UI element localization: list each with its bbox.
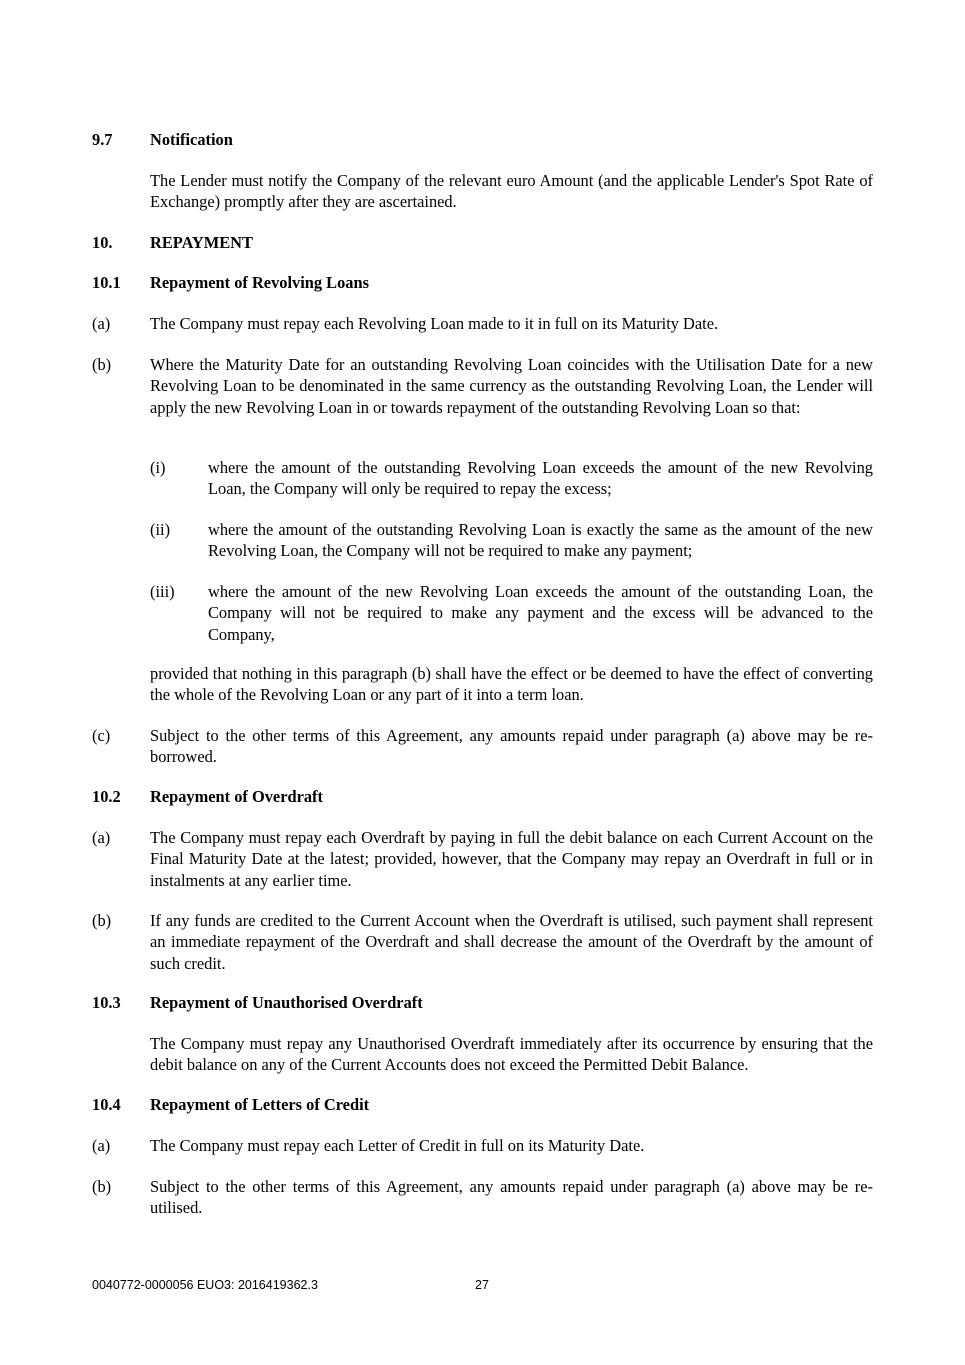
clause-10-2-a-text: The Company must repay each Overdraft by paying in full the debit balance on each Current Account on the Final Maturity Date at the latest; provided, however, that the Company may repay an Overdraft in full or in instalments at any earlier time. bbox=[150, 828, 873, 890]
clause-10-1-a-text: The Company must repay each Revolving Loan made to it in full on its Maturity Date. bbox=[150, 314, 719, 333]
section-10-4-number: 10.4 bbox=[92, 1095, 121, 1114]
section-10-4-title: Repayment of Letters of Credit bbox=[150, 1095, 370, 1114]
clause-10-1-c-label: (c) bbox=[92, 726, 111, 745]
clause-10-1-b-iii-text: where the amount of the new Revolving Loan exceeds the amount of the outstanding Loan, the Company will not be required to make any payment and the excess will be advanced to the Company, bbox=[208, 582, 873, 644]
section-10-1-number: 10.1 bbox=[92, 273, 121, 292]
section-9-7-number: 9.7 bbox=[92, 130, 113, 149]
clause-10-1-b-proviso: provided that nothing in this paragraph (b) shall have the effect or be deemed to have the effect of converting the whole of the Revolving Loan or any part of it into a term loan. bbox=[150, 664, 873, 705]
section-10-3-paragraph: The Company must repay any Unauthorised Overdraft immediately after its occurrence by ensuring that the debit balance on any of the Current Accounts does not exceed the Permitted Debit Balance. bbox=[150, 1034, 873, 1075]
clause-10-4-a-label: (a) bbox=[92, 1136, 111, 1155]
clause-10-1-b-i-label: (i) bbox=[150, 458, 166, 477]
clause-10-2-b-label: (b) bbox=[92, 911, 112, 930]
clause-10-1-c-text: Subject to the other terms of this Agreement, any amounts repaid under paragraph (a) above may be re-borrowed. bbox=[150, 726, 873, 767]
clause-10-1-b-label: (b) bbox=[92, 355, 112, 374]
section-10-number: 10. bbox=[92, 233, 113, 252]
section-10-3-title: Repayment of Unauthorised Overdraft bbox=[150, 993, 423, 1012]
clause-10-1-b-i-text: where the amount of the outstanding Revolving Loan exceeds the amount of the new Revolving Loan, the Company will only be required to repay the excess; bbox=[208, 458, 873, 499]
section-9-7-title: Notification bbox=[150, 130, 233, 149]
footer-page-number: 27 bbox=[475, 1278, 489, 1292]
section-10-1-title: Repayment of Revolving Loans bbox=[150, 273, 370, 292]
clause-10-1-a-label: (a) bbox=[92, 314, 111, 333]
clause-10-4-b-text: Subject to the other terms of this Agreement, any amounts repaid under paragraph (a) above may be re-utilised. bbox=[150, 1177, 873, 1218]
section-10-2-number: 10.2 bbox=[92, 787, 121, 806]
section-10-2-title: Repayment of Overdraft bbox=[150, 787, 323, 806]
clause-10-4-b-label: (b) bbox=[92, 1177, 112, 1196]
clause-10-1-b-text: Where the Maturity Date for an outstanding Revolving Loan coincides with the Utilisation Date for a new Revolving Loan to be denominated in the same currency as the outstanding Revolving Loan, the Lender will apply the new Revolving Loan in or towards repayment of the outstanding Revolving Loan so that: bbox=[150, 355, 873, 417]
clause-10-1-b-ii-label: (ii) bbox=[150, 520, 171, 539]
clause-10-2-b-text: If any funds are credited to the Current Account when the Overdraft is utilised, such payment shall represent an immediate repayment of the Overdraft and shall decrease the amount of the Overdraft by the amount of such credit. bbox=[150, 911, 873, 973]
clause-10-4-a-text: The Company must repay each Letter of Credit in full on its Maturity Date. bbox=[150, 1136, 645, 1155]
section-10-3-number: 10.3 bbox=[92, 993, 121, 1012]
footer-document-reference: 0040772-0000056 EUO3: 2016419362.3 bbox=[92, 1278, 318, 1292]
section-10-title: REPAYMENT bbox=[150, 233, 253, 252]
clause-10-1-b-iii-label: (iii) bbox=[150, 582, 175, 601]
section-9-7-paragraph: The Lender must notify the Company of the relevant euro Amount (and the applicable Lender's Spot Rate of Exchange) promptly after they are ascertained. bbox=[150, 171, 873, 212]
clause-10-2-a-label: (a) bbox=[92, 828, 111, 847]
clause-10-1-b-ii-text: where the amount of the outstanding Revolving Loan is exactly the same as the amount of the new Revolving Loan, the Company will not be required to make any payment; bbox=[208, 520, 873, 561]
